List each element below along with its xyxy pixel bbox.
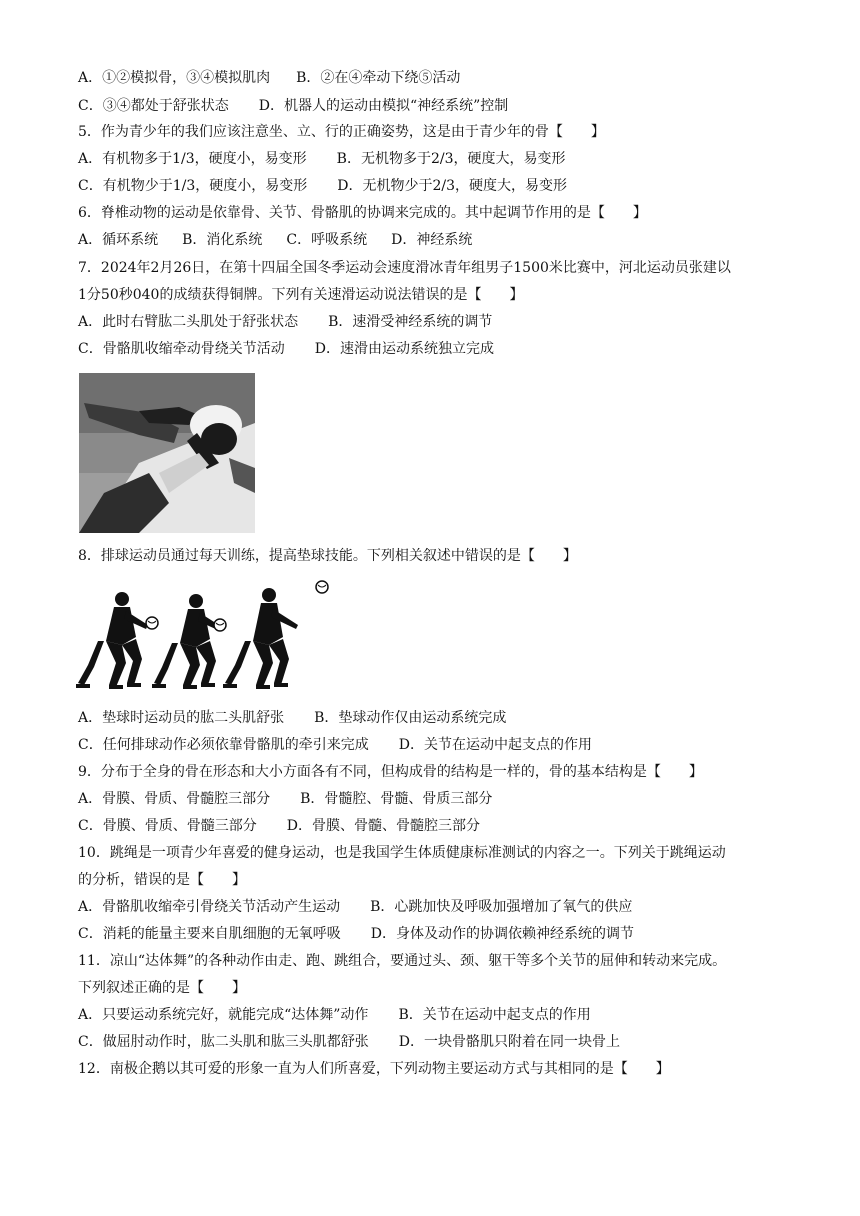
q5-option-a: A．有机物多于1/3，硬度小，易变形: [78, 151, 307, 167]
speed-skater-photo: [79, 373, 255, 533]
q10-option-d: D．身体及动作的协调依赖神经系统的调节: [370, 926, 634, 942]
q10-option-a: A．骨骼肌收缩牵引骨绕关节活动产生运动: [78, 899, 341, 915]
player-silhouette-3: [223, 588, 298, 689]
q5-stem: 5．作为青少年的我们应该注意坐、立、行的正确姿势，这是由于青少年的骨【 】: [78, 124, 605, 140]
player-silhouette-2: [152, 594, 222, 689]
q5-options-row2: [78, 176, 567, 196]
q4-option-c: C．③④都处于舒张状态: [78, 98, 229, 114]
q9-options-row1: [78, 789, 492, 809]
q7-option-a: A．此时右臂肱二头肌处于舒张状态: [78, 314, 299, 330]
q4-options-row1: [78, 68, 460, 88]
q4-options-row2: [78, 96, 508, 116]
q11-option-a: A．只要运动系统完好，就能完成“达体舞”动作: [78, 1007, 369, 1023]
q9-option-a: A．骨膜、骨质、骨髓腔三部分: [78, 791, 271, 807]
q7-options-row1: [78, 312, 492, 332]
q6-options-row: [78, 230, 472, 250]
q10-option-b: B．心跳加快及呼吸加强增加了氧气的供应: [370, 899, 633, 915]
q11-option-d: D．一块骨骼肌只附着在同一块骨上: [398, 1034, 620, 1050]
q9-stem: 9．分布于全身的骨在形态和大小方面各有不同，但构成骨的结构是一样的，骨的基本结构是【 】: [78, 764, 703, 780]
q7-option-b: B．速滑受神经系统的调节: [328, 314, 493, 330]
q6-option-d: D．神经系统: [391, 232, 473, 248]
q11-stem-line1: 11．凉山“达体舞”的各种动作由走、跑、跳组合，要通过头、颈、躯干等多个关节的屈伸和转动来完成。: [78, 953, 727, 969]
q9-option-c: C．骨膜、骨质、骨髓三部分: [78, 818, 257, 834]
q9-option-b: B．骨髓腔、骨髓、骨质三部分: [300, 791, 493, 807]
q5-option-c: C．有机物少于1/3，硬度小，易变形: [78, 178, 308, 194]
q6-option-c: C．呼吸系统: [286, 232, 368, 248]
q8-options-row1: [78, 708, 506, 728]
q5-option-d: D．无机物少于2/3，硬度大，易变形: [337, 178, 568, 194]
volleyball-balls: [146, 581, 328, 631]
player-silhouette-1: [76, 592, 148, 689]
q10-option-c: C．消耗的能量主要来自肌细胞的无氧呼吸: [78, 926, 341, 942]
q8-option-a: A．垫球时运动员的肱二头肌舒张: [78, 710, 285, 726]
q4-option-d: D．机器人的运动由模拟“神经系统”控制: [258, 98, 509, 114]
q7-option-c: C．骨骼肌收缩牵动骨绕关节活动: [78, 341, 285, 357]
q4-option-b: B．②在④牵动下绕⑤活动: [296, 70, 461, 86]
q8-stem: 8．排球运动员通过每天训练，提高垫球技能。下列相关叙述中错误的是【 】: [78, 548, 577, 564]
q10-options-row2: [78, 924, 634, 944]
q7-stem-line2: 1分50秒040的成绩获得铜牌。下列有关速滑运动说法错误的是【 】: [78, 287, 524, 303]
q11-stem-line2: 下列叙述正确的是【 】: [78, 980, 246, 996]
q9-options-row2: [78, 816, 480, 836]
q11-options-row2: [78, 1032, 620, 1052]
q7-stem-line1: 7．2024年2月26日，在第十四届全国冬季运动会速度滑冰青年组男子1500米比赛中，河北运动员张建以: [78, 260, 731, 276]
q10-stem-line1: 10．跳绳是一项青少年喜爱的健身运动，也是我国学生体质健康标准测试的内容之一。下列关于跳绳运动: [78, 845, 726, 861]
q10-stem-line2: 的分析，错误的是【 】: [78, 872, 246, 888]
q7-option-d: D．速滑由运动系统独立完成: [314, 341, 494, 357]
q12-stem: 12．南极企鹅以其可爱的形象一直为人们所喜爱，下列动物主要运动方式与其相同的是【 】: [78, 1061, 670, 1077]
q6-option-a: A．循环系统: [78, 232, 159, 248]
q5-options-row1: [78, 149, 565, 169]
q11-option-c: C．做屈肘动作时，肱二头肌和肱三头肌都舒张: [78, 1034, 369, 1050]
q8-option-d: D．关节在运动中起支点的作用: [398, 737, 592, 753]
q6-option-b: B．消化系统: [182, 232, 263, 248]
q7-options-row2: [78, 339, 494, 359]
q6-stem: 6．脊椎动物的运动是依靠骨、关节、骨骼肌的协调来完成的。其中起调节作用的是【 】: [78, 205, 647, 221]
q11-options-row1: [78, 1005, 591, 1025]
q10-options-row1: [78, 897, 632, 917]
q5-option-b: B．无机物多于2/3，硬度大，易变形: [336, 151, 566, 167]
volleyball-players-figure: [76, 579, 336, 693]
q8-option-c: C．任何排球动作必须依靠骨骼肌的牵引来完成: [78, 737, 369, 753]
q9-option-d: D．骨膜、骨髓、骨髓腔三部分: [286, 818, 480, 834]
q8-options-row2: [78, 735, 592, 755]
q8-option-b: B．垫球动作仅由运动系统完成: [314, 710, 507, 726]
q4-option-a: A．①②模拟骨，③④模拟肌肉: [78, 70, 271, 86]
q11-option-b: B．关节在运动中起支点的作用: [398, 1007, 591, 1023]
